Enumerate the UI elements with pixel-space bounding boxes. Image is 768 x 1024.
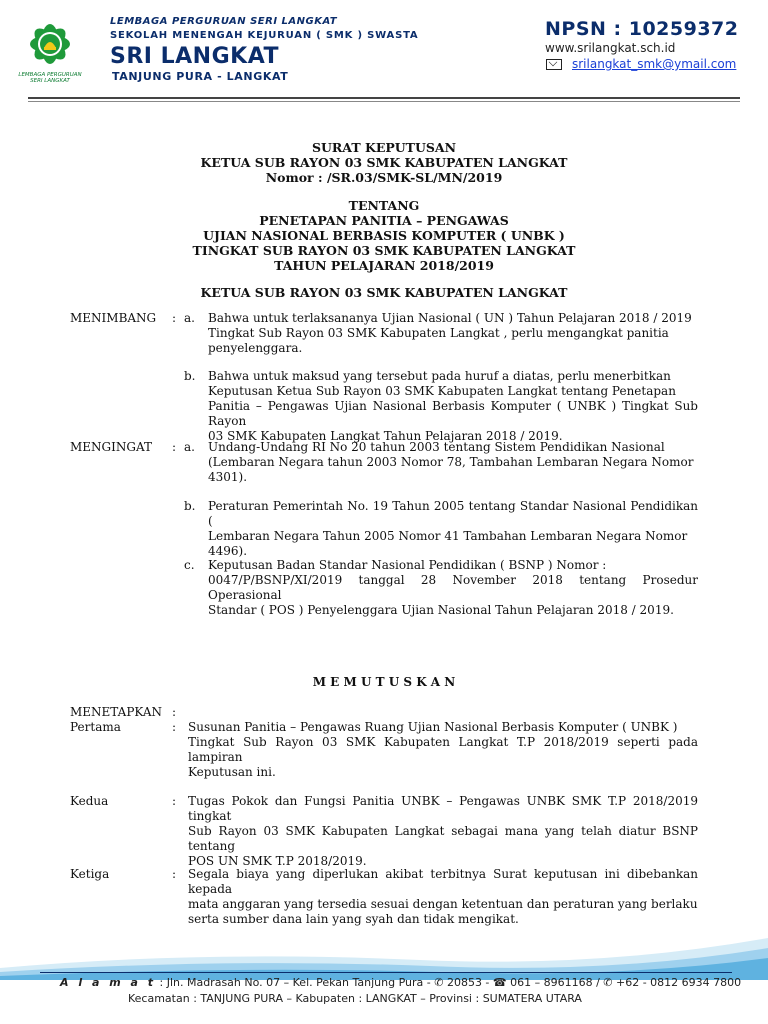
mengingat-a-text: Undang-Undang RI No 20 tahun 2003 tentang Sistem Pendidikan Nasional (Lembaran Negara tahun 2003 Nomor 78, Tambahan Lembaran Negara Nomor 4301). — [208, 440, 694, 484]
menetapkan-colon: : — [172, 705, 177, 719]
subject-line3: TINGKAT SUB RAYON 03 SMK KABUPATEN LANGKAT — [192, 243, 576, 258]
header-rule-thin — [28, 101, 740, 102]
menetapkan-label: MENETAPKAN — [70, 705, 163, 719]
footer-region: Kecamatan : TANJUNG PURA – Kabupaten : LANGKAT – Provinsi : SUMATERA UTARA — [128, 992, 582, 1005]
mengingat-c-text: Keputusan Badan Standar Nasional Pendidikan ( BSNP ) Nomor : 0047/P/BSNP/XI/2019 tanggal 28 November 2018 tentang Prosedur Operasional Standar ( POS ) Penyelenggara Ujian Nasional Tahun Pelajaran 2018 / 2019. — [208, 558, 698, 617]
subject-line2: UJIAN NASIONAL BERBASIS KOMPUTER ( UNBK ) — [203, 228, 565, 243]
menimbang-a-marker: a. — [184, 311, 195, 325]
email-link[interactable]: srilangkat_smk@ymail.com — [572, 57, 737, 71]
issuer-line: KETUA SUB RAYON 03 SMK KABUPATEN LANGKAT — [200, 285, 568, 300]
mengingat-b-marker: b. — [184, 499, 196, 513]
menimbang-b-marker: b. — [184, 369, 196, 383]
mengingat-colon: : — [172, 440, 177, 454]
address-text: : Jln. Madrasah No. 07 – Kel. Pekan Tanjung Pura - ✆ 20853 - ☎ 061 – 8961168 / ✆ +62 - 0812 6934 7800 — [156, 976, 742, 989]
menimbang-a-text: Bahwa untuk terlaksananya Ujian Nasional ( UN ) Tahun Pelajaran 2018 / 2019 Tingkat Sub Rayon 03 SMK Kabupaten Langkat , perlu mengangkat panitia penyelenggara. — [208, 311, 692, 355]
footer-address — [60, 976, 741, 989]
menimbang-colon: : — [172, 311, 177, 325]
mengingat-label: MENGINGAT — [70, 440, 152, 454]
doc-title: SURAT KEPUTUSAN — [311, 140, 457, 155]
npsn-number: NPSN : 10259372 — [545, 18, 739, 40]
mengingat-a-marker: a. — [184, 440, 195, 454]
kedua-text: Tugas Pokok dan Fungsi Panitia UNBK – Pengawas UNBK SMK T.P 2018/2019 tingkat Sub Rayon 03 SMK Kabupaten Langkat sebagai mana yang telah diatur BSNP tentang POS UN SMK T.P 2018/2019. — [188, 794, 698, 868]
menimbang-label: MENIMBANG — [70, 311, 157, 325]
institution-line1: LEMBAGA PERGURUAN SERI LANGKAT — [110, 16, 338, 27]
footer-rule — [40, 972, 732, 973]
ketiga-label: Ketiga — [70, 867, 110, 881]
ketiga-colon: : — [172, 867, 177, 881]
school-logo-icon — [14, 14, 86, 74]
ketiga-text: Segala biaya yang diperlukan akibat terbitnya Surat keputusan ini dibebankan kepada mata anggaran yang tersedia sesuai dengan ketentuan dan peraturan yang berlaku serta sumber dana lain yang syah dan tidak mengikat. — [188, 867, 698, 926]
subject-line1: PENETAPAN PANITIA – PENGAWAS — [259, 213, 509, 228]
website-text: www.srilangkat.sch.id — [545, 41, 676, 55]
pertama-colon: : — [172, 720, 177, 734]
school-location: TANJUNG PURA - LANGKAT — [112, 70, 289, 83]
memutuskan-heading: M E M U T U S K A N — [312, 675, 456, 689]
address-label: A l a m a t — [60, 976, 156, 989]
tentang-heading: TENTANG — [348, 198, 420, 213]
logo-caption: LEMBAGA PERGURUAN SERI LANGKAT — [18, 72, 82, 84]
institution-line2: SEKOLAH MENENGAH KEJURUAN ( SMK ) SWASTA — [110, 30, 419, 41]
kedua-colon: : — [172, 794, 177, 808]
pertama-label: Pertama — [70, 720, 121, 734]
doc-issuer-heading: KETUA SUB RAYON 03 SMK KABUPATEN LANGKAT — [200, 155, 568, 170]
envelope-icon — [546, 59, 562, 70]
kedua-label: Kedua — [70, 794, 109, 808]
mengingat-b-text: Peraturan Pemerintah No. 19 Tahun 2005 tentang Standar Nasional Pendidikan ( Lembaran Negara Tahun 2005 Nomor 41 Tambahan Lembaran Negara Nomor 4496). — [208, 499, 698, 558]
doc-number: Nomor : /SR.03/SMK-SL/MN/2019 — [265, 170, 503, 185]
subject-line4: TAHUN PELAJARAN 2018/2019 — [274, 258, 494, 273]
menimbang-b-text: Bahwa untuk maksud yang tersebut pada huruf a diatas, perlu menerbitkan Keputusan Ketua Sub Rayon 03 SMK Kabupaten Langkat tentang Penetapan Panitia – Pengawas Ujian Nasional Berbasis Komputer ( UNBK ) Tingkat Sub Rayon 03 SMK Kabupaten Langkat Tahun Pelajaran 2018 / 2019. — [208, 369, 698, 443]
mengingat-c-marker: c. — [184, 558, 195, 572]
header-rule — [28, 97, 740, 99]
pertama-text: Susunan Panitia – Pengawas Ruang Ujian Nasional Berbasis Komputer ( UNBK ) Tingkat Sub Rayon 03 SMK Kabupaten Langkat T.P 2018/2019 seperti pada lampiran Keputusan ini. — [188, 720, 698, 779]
school-name: SRI LANGKAT — [110, 44, 280, 69]
letterhead — [0, 0, 768, 100]
